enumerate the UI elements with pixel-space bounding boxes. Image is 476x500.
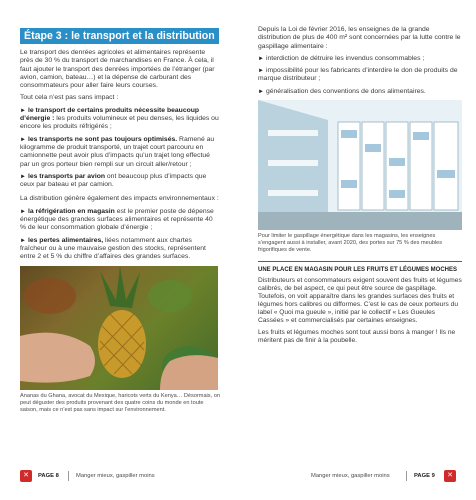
law-bullet-1: ► interdiction de détruire les invendus consommables ; <box>258 54 425 62</box>
logo-icon: ✕ <box>444 470 456 482</box>
ugly-produce-box <box>258 261 462 345</box>
intro-paragraph: Le transport des denrées agricoles et alimentaires représente près de 30 % du transport de marchandises en France. À cela, il faut ajouter le transport des denrées importées de l’étranger (par avion, camion, bateau…) et la dépense de carburant des consommateurs pour aller faire leurs courses. <box>20 49 215 90</box>
bullet-arrow-icon: ► <box>258 88 264 95</box>
law-bullet-2: ► impossibilité pour les fabricants d’interdire le don de produits de marque distributeur ; <box>258 67 458 83</box>
footer-divider <box>68 471 69 481</box>
bullet-arrow-icon: ► <box>258 55 264 62</box>
law-bullet-3: ► généralisation des conventions de dons alimentaires. <box>258 87 426 95</box>
right-column <box>258 26 462 349</box>
bullet-arrow-icon: ► <box>20 173 26 180</box>
bullet-optimisation: ► les transports ne sont pas toujours optimisés. Ramené au kilogramme de produit transporté, un trajet court parcouru en camionnette peut avoir plus d’impacts qu’un trajet long effectué par un gros porteur bien rempli sur un circuit aller/retour ; <box>20 135 215 168</box>
photo-caption-left: Ananas du Ghana, avocat du Mexique, haricots verts du Kenya… Désormais, on peut déguster des produits provenant des quatre coins du monde en toute saison, mais ce n’est pas sans impact sur l’environnement. <box>20 392 220 413</box>
fridge-aisle-photo <box>258 100 462 230</box>
box-paragraph-1: Distributeurs et consommateurs exigent souvent des fruits et légumes calibrés, de bel aspect, ce qui peut être source de gaspillage. Toutefois, on voit apparaître dans les grandes surfaces des fruits et légumes hors calibres ou difformes. C’est le cas de ceux porteurs du label « Quoi ma gueule », initié par le collectif « Les Gueules Cassées » et commercialisés par certaines enseignes. <box>258 277 462 325</box>
page-number-left: PAGE 8 <box>38 473 59 479</box>
box-paragraph-2: Les fruits et légumes moches sont tout aussi bons à manger ! Ils ne méritent pas de finir à la poubelle. <box>258 329 456 345</box>
page-footer <box>0 470 476 486</box>
bullet-avion: ► les transports par avion ont beaucoup plus d’impacts que ceux par bateau et par camion. <box>20 172 207 189</box>
bullet-arrow-icon: ► <box>20 107 26 114</box>
photo-caption-right: Pour limiter le gaspillage énergétique dans les magasins, les enseignes s’engagent aussi à installer, avant 2020, des portes sur 75 % des meubles frigorifiques de vente. <box>258 233 443 254</box>
law-intro: Depuis la Loi de février 2016, les enseignes de la grande distribution de plus de 400 m² sont concernées par la lutte contre le gaspillage alimentaire : <box>258 26 461 50</box>
section-heading: Étape 3 : le transport et la distribution <box>20 28 219 44</box>
logo-icon: ✕ <box>20 470 32 482</box>
distribution-lead: La distribution génère également des impacts environnementaux : <box>20 195 219 203</box>
footer-divider <box>406 471 407 481</box>
bullet-energy: ► le transport de certains produits nécessite beaucoup d’énergie : les produits volumineux et peu denses, les liquides ou encore les produits réfrigérés ; <box>20 106 219 131</box>
bullet-arrow-icon: ► <box>258 68 264 75</box>
impact-lead: Tout cela n’est pas sans impact : <box>20 94 119 102</box>
footer-title-right: Manger mieux, gaspiller moins <box>311 473 390 479</box>
box-title: UNE PLACE EN MAGASIN POUR LES FRUITS ET LÉGUMES MOCHES <box>258 267 458 274</box>
footer-title-left: Manger mieux, gaspiller moins <box>76 473 155 479</box>
bullet-refrigeration: ► la réfrigération en magasin est le premier poste de dépense énergétique des grandes surfaces alimentaires et représente 40 % de leur consommation globale d’énergie ; <box>20 207 214 232</box>
bullet-arrow-icon: ► <box>20 237 26 244</box>
bullet-arrow-icon: ► <box>20 208 26 215</box>
pineapple-photo <box>20 266 218 390</box>
page-number-right: PAGE 9 <box>414 473 435 479</box>
bullet-pertes: ► les pertes alimentaires, liées notamment aux chartes fraîcheur ou à une mauvaise gestion des stocks, représentent entre 2 et 5 % du chiffre d’affaires des grandes surfaces. <box>20 236 206 261</box>
left-column <box>20 26 220 414</box>
bullet-arrow-icon: ► <box>20 136 26 143</box>
